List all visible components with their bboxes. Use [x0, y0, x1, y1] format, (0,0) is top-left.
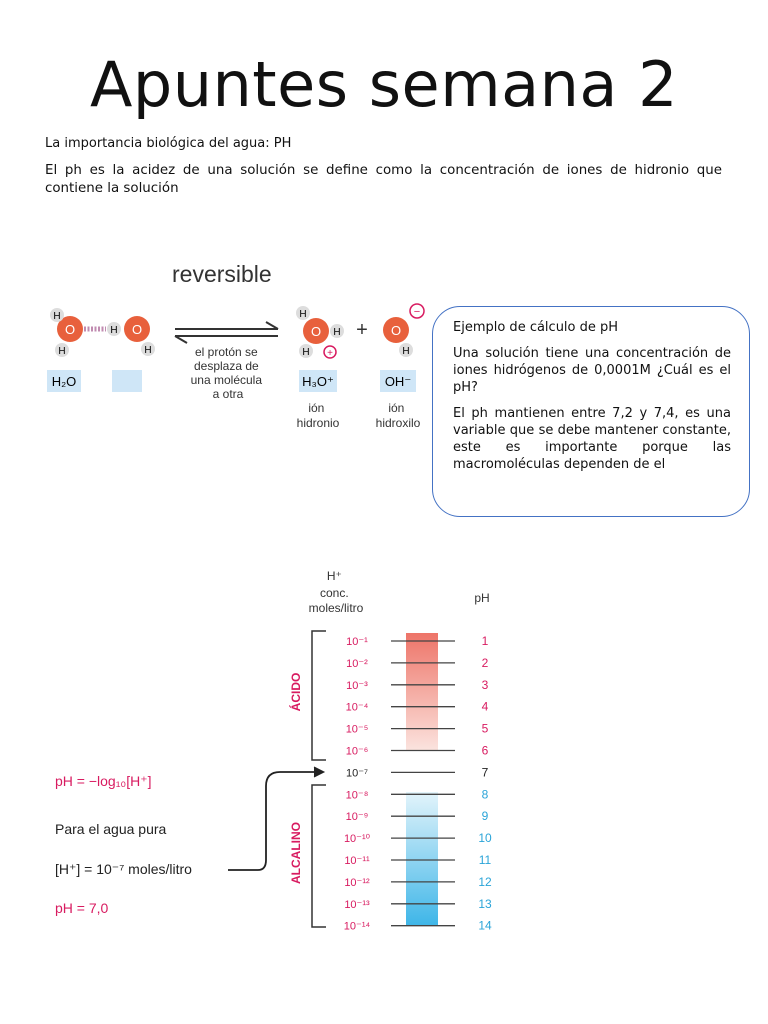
svg-text:H: H — [333, 327, 341, 338]
concentration-label: 10⁻¹⁰ — [343, 833, 371, 846]
equilibrium-arrows-icon — [175, 322, 278, 343]
concentration-label: 10⁻² — [346, 657, 368, 670]
proton-note: el protón se desplaza de una molécula a otra — [190, 345, 263, 401]
concentration-label: 10⁻⁸ — [345, 789, 369, 802]
alkaline-bar — [406, 792, 438, 925]
section-heading: La importancia biológica del agua: PH — [45, 136, 292, 151]
ph-value-label: 1 — [481, 634, 489, 648]
reversible-label: reversible — [172, 261, 272, 287]
ph-value: pH = 7,0 — [55, 900, 109, 916]
water-ionization-figure — [0, 250, 430, 440]
concentration-label: 10⁻⁶ — [345, 745, 369, 758]
ph-scale-figure — [0, 560, 520, 950]
water-molecule-1 — [50, 308, 83, 357]
pure-water-label: Para el agua pura — [55, 821, 167, 837]
concentration-label: 10⁻⁷ — [345, 767, 369, 780]
page-title: Apuntes semana 2 — [89, 48, 679, 121]
concentration-label: 10⁻¹¹ — [344, 855, 370, 867]
svg-text:O: O — [310, 324, 322, 339]
concentration-label: 10⁻¹ — [346, 636, 368, 648]
water-molecule-2 — [107, 316, 155, 356]
ph-value-label: 4 — [481, 699, 489, 714]
acid-bar — [406, 633, 438, 751]
concentration-label: 10⁻¹⁴ — [343, 920, 371, 933]
hydroxide-ion — [383, 304, 424, 357]
concentration-label: 10⁻³ — [346, 679, 368, 692]
concentration-label: 10⁻⁴ — [345, 701, 369, 714]
svg-text:H: H — [299, 309, 307, 320]
pointer-arrow — [228, 772, 322, 870]
ph-value-label: 3 — [481, 677, 489, 692]
h3o-label: H₃O⁺ — [302, 374, 334, 389]
definition-paragraph: El ph es la acidez de una solución se define como la concentración de iones de hidronio que contiene la solución — [45, 163, 722, 196]
acid-label: ÁCIDO — [289, 672, 303, 712]
svg-text:−: − — [413, 306, 421, 318]
concentration-label: 10⁻⁹ — [345, 811, 369, 824]
concentration-label: 10⁻¹² — [344, 876, 370, 889]
svg-text:H: H — [302, 347, 310, 358]
example-explanation: El ph mantienen entre 7,2 y 7,4, es una variable que se debe mantener constante, este es importante porque las macromoléculas dependen de el — [453, 406, 731, 472]
ph-formula: pH = −log₁₀[H⁺] — [55, 773, 152, 789]
h-concentration: [H⁺] = 10⁻⁷ moles/litro — [55, 861, 192, 877]
acid-bracket — [312, 631, 326, 760]
svg-text:H: H — [110, 325, 118, 336]
svg-text:O: O — [390, 323, 402, 338]
example-callout-box — [432, 306, 750, 517]
example-title: Ejemplo de cálculo de pH — [453, 320, 619, 335]
ph-value-label: 6 — [481, 743, 489, 758]
ph-value-label: 7 — [481, 765, 489, 780]
hydroxyl-caption: ión hidroxilo — [375, 401, 421, 430]
svg-text:H: H — [53, 311, 61, 322]
ph-value-label: 11 — [478, 853, 492, 867]
svg-text:O: O — [64, 322, 76, 337]
concentration-label: 10⁻⁵ — [345, 723, 369, 736]
svg-text:H: H — [144, 345, 152, 356]
example-problem: Una solución tiene una concentración de iones hidrógenos de 0,0001M ¿Cuál es el pH? — [453, 346, 731, 395]
alkaline-bracket — [312, 785, 326, 927]
ph-value-label: 5 — [481, 721, 489, 736]
arrowhead-icon — [314, 767, 324, 777]
svg-text:H: H — [402, 346, 410, 357]
svg-text:H: H — [58, 346, 66, 357]
ph-value-label: 12 — [478, 874, 492, 889]
ph-value-label: 8 — [481, 787, 489, 802]
alkaline-label: ALCALINO — [289, 822, 303, 884]
conc-header: H⁺ conc. moles/litro — [308, 569, 364, 615]
plus-sign: + — [356, 319, 368, 341]
concentration-label: 10⁻¹³ — [344, 898, 370, 911]
oh-label: OH⁻ — [384, 374, 412, 389]
ph-header: pH — [474, 591, 490, 605]
svg-text:O: O — [131, 322, 143, 337]
ph-value-label: 13 — [478, 896, 492, 911]
ph-value-label: 14 — [478, 918, 492, 933]
h2o-label: H₂O — [51, 374, 77, 389]
ph-value-label: 9 — [481, 809, 489, 824]
ph-value-label: 2 — [481, 655, 489, 670]
hydronium-caption: ión hidronio — [296, 401, 340, 430]
ph-value-label: 10 — [478, 831, 492, 846]
hydronium-ion — [296, 306, 344, 359]
svg-text:+: + — [327, 348, 333, 359]
